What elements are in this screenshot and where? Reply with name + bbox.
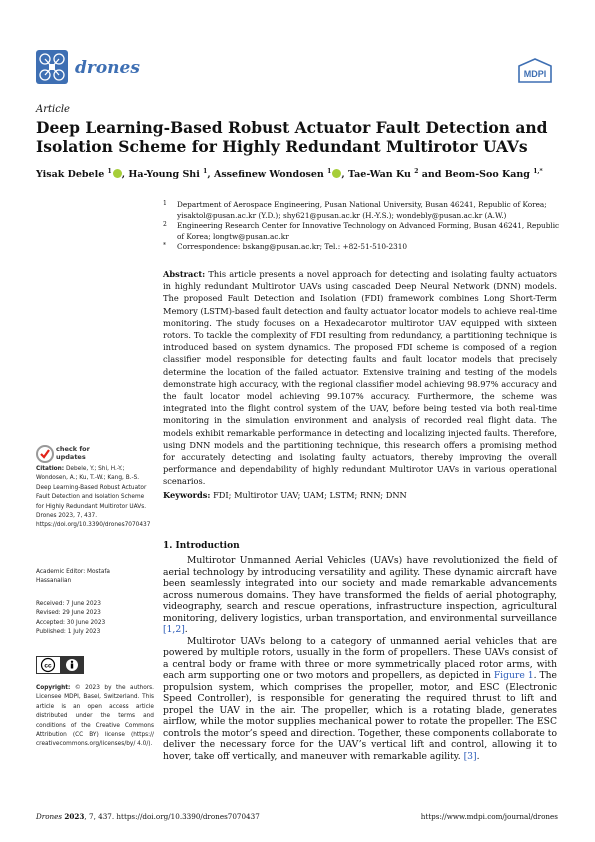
accepted-date: Accepted: 30 June 2023 <box>36 619 106 626</box>
intro-paragraph-1: Multirotor Unmanned Aerial Vehicles (UAVs) have revolutionized the field of aerial technology by introducing versatility and agility. These dynamic aircraft have been seamlessly integrated into our society and made remarkable advancements across numerous domains. They have transformed the fields of aerial photography, videography, search and rescue operations, infrastructure inspection, agricultural monitoring, delivery logistics, urban transportation, and environmental surveillance [1,2]. <box>163 555 557 635</box>
footer-citation: Drones 2023, 7, 437. https://doi.org/10.3390/drones7070437 <box>36 812 260 821</box>
citation-label: Citation: <box>36 466 65 472</box>
article-title: Deep Learning-Based Robust Actuator Fault Detection and Isolation Scheme for Highly Redundant Multirotor UAVs <box>36 118 548 156</box>
abstract <box>163 268 557 488</box>
affiliations <box>163 200 563 253</box>
keywords <box>163 490 557 500</box>
orcid-icon[interactable] <box>113 169 122 178</box>
citation-block <box>36 465 154 531</box>
publication-dates <box>36 600 154 638</box>
copyright-notice <box>36 684 154 750</box>
figure-link[interactable]: Figure 1 <box>493 670 534 681</box>
author-list: Yisak Debele $^1$ , Ha-Young Shi $^1$, Assefinew Wondosen $^1$ , Tae-Wan Ku $^2$ and Beom-Soo Kang $^{1,*}$ <box>36 168 543 181</box>
orcid-icon[interactable] <box>332 169 341 178</box>
correspondence: * Correspondence: bskang@pusan.ac.kr; Tel.: +82-51-510-2310 <box>163 242 408 252</box>
copyright-text: © 2023 by the authors. Licensee MDPI, Basel, Switzerland. This article is an open access article distributed under the terms and conditions of the Creative Commons Attribution (CC BY) license (https:// creativecommons.org/licenses/by/ 4.0/). <box>36 685 155 748</box>
abstract-label: Abstract: <box>163 269 206 279</box>
copyright-label: Copyright: <box>36 685 71 691</box>
article-type: Article <box>36 104 70 115</box>
cc-icon-text: cc <box>44 662 52 670</box>
published-date: Published: 1 July 2023 <box>36 629 101 636</box>
mdpi-logo[interactable] <box>517 58 553 84</box>
author-name[interactable]: Tae-Wan Ku $^2$ <box>347 168 419 181</box>
abstract-text: This article presents a novel approach for detecting and isolating faulty actuators in highly redundant Multirotor UAVs using cascaded Deep Neural Network (DNN) models. The proposed Fault Detection and Isolation (FDI) framework combines Long Short-Term Memory (LSTM)-based fault detection and faulty actuator locator models to achieve real-time monitoring. The study focuses on a Hexadecarotor multirotor UAV equipped with sixteen rotors. To tackle the complexity of FDI resulting from redundancy, a partitioning technique is introduced based on system dynamics. The proposed FDI scheme is composed of a region classifier model responsible for detecting faults and fault locator models that precisely determine the location of the failed actuator. Extensive training and testing of the models demonstrate high accuracy, with the regional classifier model achieving 98.97% accuracy and the fault locator model achieving 99.107% accuracy. Furthermore, the scheme was integrated into the flight control system of the UAV, before being tested via both real-time monitoring in the simulation environment and analysis of recorded real flight data. The models exhibit remarkable performance in detecting and localizing injected faults. Therefore, using DNN models and the partitioning technique, this research offers a promising method for accurately detecting and isolating faulty actuators, thereby improving the overall performance and dependability of highly redundant Multirotor UAVs in various operational scenarios. <box>163 269 557 487</box>
academic-editor: Academic Editor: Mostafa Hassanalian <box>36 569 110 585</box>
journal-name[interactable]: drones <box>75 58 140 78</box>
keywords-label: Keywords: <box>163 490 211 500</box>
author-name[interactable]: Beom-Soo Kang $^{1,*}$ <box>444 168 543 181</box>
check-for-updates-icon <box>36 444 54 464</box>
drones-logo-icon <box>36 50 68 84</box>
keywords-text: FDI; Multirotor UAV; UAM; LSTM; RNN; DNN <box>213 490 407 500</box>
citation-text: Debele, Y.; Shi, H.-Y.; Wondosen, A.; Ku, T.-W.; Kang, B.-S. Deep Learning-Based Robust Actuator Fault Detection and Isolation Scheme for Highly Redundant Multirotor UAVs. Drones 2023, 7, 437. https://doi.org/10.3390/drones7070437 <box>36 466 151 529</box>
revised-date: Revised: 29 June 2023 <box>36 610 101 617</box>
received-date: Received: 7 June 2023 <box>36 601 101 607</box>
intro-paragraph-2: Multirotor UAVs belong to a category of unmanned aerial vehicles that are powered by multiple rotors, usually in the form of propellers. These UAVs consist of a central body or frame with three or more symmetrically placed rotor arms, with each arm supporting one or two motors and propellers, as depicted in Figure 1. The propulsion system, which comprises the propeller, motor, and ESC (Electronic Speed Controller), is responsible for generating the required thrust to lift and propel the UAV in the air. The propeller, which is a rotating blade, generates airflow, while the motor supplies mechanical power to rotate the propeller. The ESC controls the motor’s speed and direction. Together, these components collaborate to deliver the necessary force for the UAV’s vertical lift and control, allowing it to hover, take off vertically, and maneuver with remarkable agility. [3]. <box>163 635 557 762</box>
reference-link[interactable]: [1,2] <box>163 624 185 635</box>
author-name[interactable]: Yisak Debele $^1$ <box>36 169 122 180</box>
introduction-body <box>163 555 557 762</box>
section-heading-introduction: 1. Introduction <box>163 541 240 551</box>
footer-journal-url[interactable]: https://www.mdpi.com/journal/drones <box>420 812 558 821</box>
check-for-updates-button[interactable]: check for updates <box>36 444 96 468</box>
reference-link[interactable]: [3] <box>463 750 477 762</box>
author-name[interactable]: Assefinew Wondosen $^1$ <box>214 169 341 180</box>
affiliation-2: 2 Engineering Research Center for Innovative Technology on Advanced Forming, Busan 46241, Republic of Korea; longtw@pusan.ac.kr <box>163 221 560 241</box>
mdpi-logo-text: MDPI <box>523 69 547 79</box>
affiliation-1: 1 Department of Aerospace Engineering, Pusan National University, Busan 46241, Republic of Korea; yisaktol@pusan.ac.kr (Y.D.); shy621@pusan.ac.kr (H.-Y.S.); wondebly@pusan.ac.kr (A.W.) <box>163 200 547 220</box>
author-name[interactable]: Ha-Young Shi $^1$ <box>128 168 208 181</box>
cc-by-license-icon[interactable] <box>36 656 84 674</box>
